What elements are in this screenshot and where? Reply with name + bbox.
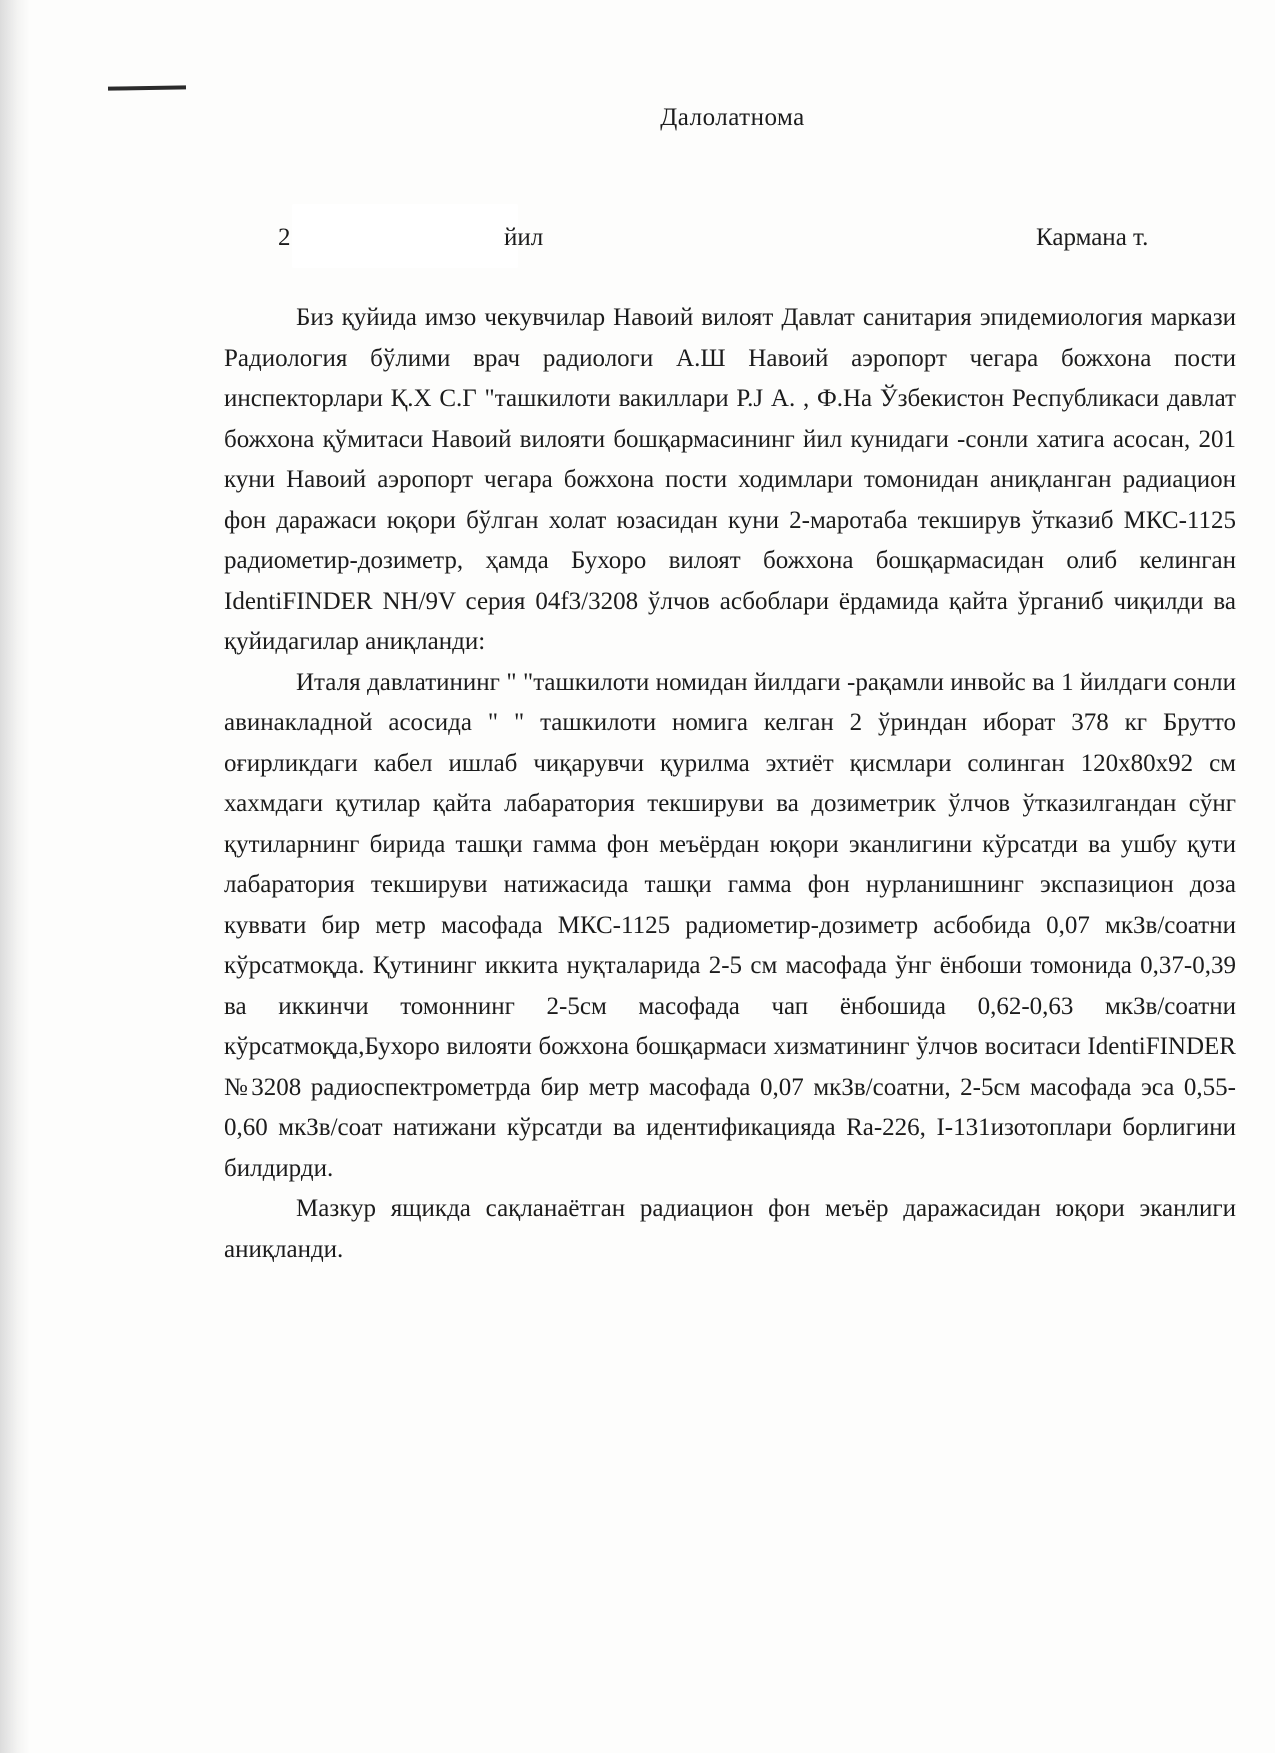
paragraph-1: Биз қуйида имзо чекувчилар Навоий вилоят Давлат санитария эпидемиология маркази Радиология бўлими врач радиологи А.Ш Навоий аэропорт чегара божхона пости инспекторлари Қ.Х С.Г "ташкилоти вакиллари Р.Ј А. , Ф.На Ўзбекистон Республикаси давлат божхона қўмитаси Навоий вилояти бошқармасининг йил кунидаги -сонли хатига асосан, 201 куни Навоий аэропорт чегара божхона пости ходимлари томонидан аниқланган радиацион фон даражаси юқори бўлган холат юзасидан куни 2-маротаба текширув ўтказиб МКС-1125 радиометир-дозиметр, ҳамда Бухоро вилоят божхона бошқармасидан олиб келинган IdentiFINDER NH/9V серия 04f3/3208 ўлчов асбоблари ёрдамида қайта ўрганиб чиқилди ва қуйидагилар аниқланди: [224,304,1236,655]
paragraph-3: Мазкур ящикда сақланаётган радиацион фон меъёр даражасидан юқори эканлиги аниқланди. [224,1195,1236,1263]
pen-mark [108,85,186,90]
date-prefix: 2 [278,224,291,251]
city-label: Кармана т. [1036,224,1149,251]
document-title: Далолатнома [660,104,805,131]
document-body [224,298,1236,1270]
redaction-date [292,204,518,268]
scan-edge-shadow [0,0,30,1753]
date-suffix: йил [504,224,544,251]
paragraph-2: Италя давлатининг " "ташкилоти номидан йилдаги -рақамли инвойс ва 1 йилдаги сонли авинакладной асосида " " ташкилоти номига келган 2 ўриндан иборат 378 кг Брутто оғирликдаги кабел ишлаб чиқарувчи қурилма эхтиёт қисмлари солинган 120х80х92 см хахмдаги қутилар қайта лабаратория текшируви ва дозиметрик ўлчов ўтказилгандан сўнг қутиларнинг бирида ташқи гамма фон меъёрдан юқори эканлигини кўрсатди ва ушбу қути лабаратория текшируви натижасида ташқи гамма фон нурланишнинг экспазицион доза куввати бир метр масофада МКС-1125 радиометир-дозиметр асбобида 0,07 мкЗв/соатни кўрсатмоқда. Қутининг иккита нуқталарида 2-5 см масофада ўнг ёнбоши томонида 0,37-0,39 ва иккинчи томоннинг 2-5см масофада чап ёнбошида 0,62-0,63 мкЗв/соатни кўрсатмоқда,Бухоро вилояти божхона бошқармаси хизматининг ўлчов воситаси IdentiFINDER №3208 радиоспектрометрда бир метр масофада 0,07 мкЗв/соатни, 2-5см масофада эса 0,55-0,60 мкЗв/соат натижани кўрсатди ва идентификацияда Ra-226, I-131изотоплари борлигини билдирди. [224,668,1236,1182]
